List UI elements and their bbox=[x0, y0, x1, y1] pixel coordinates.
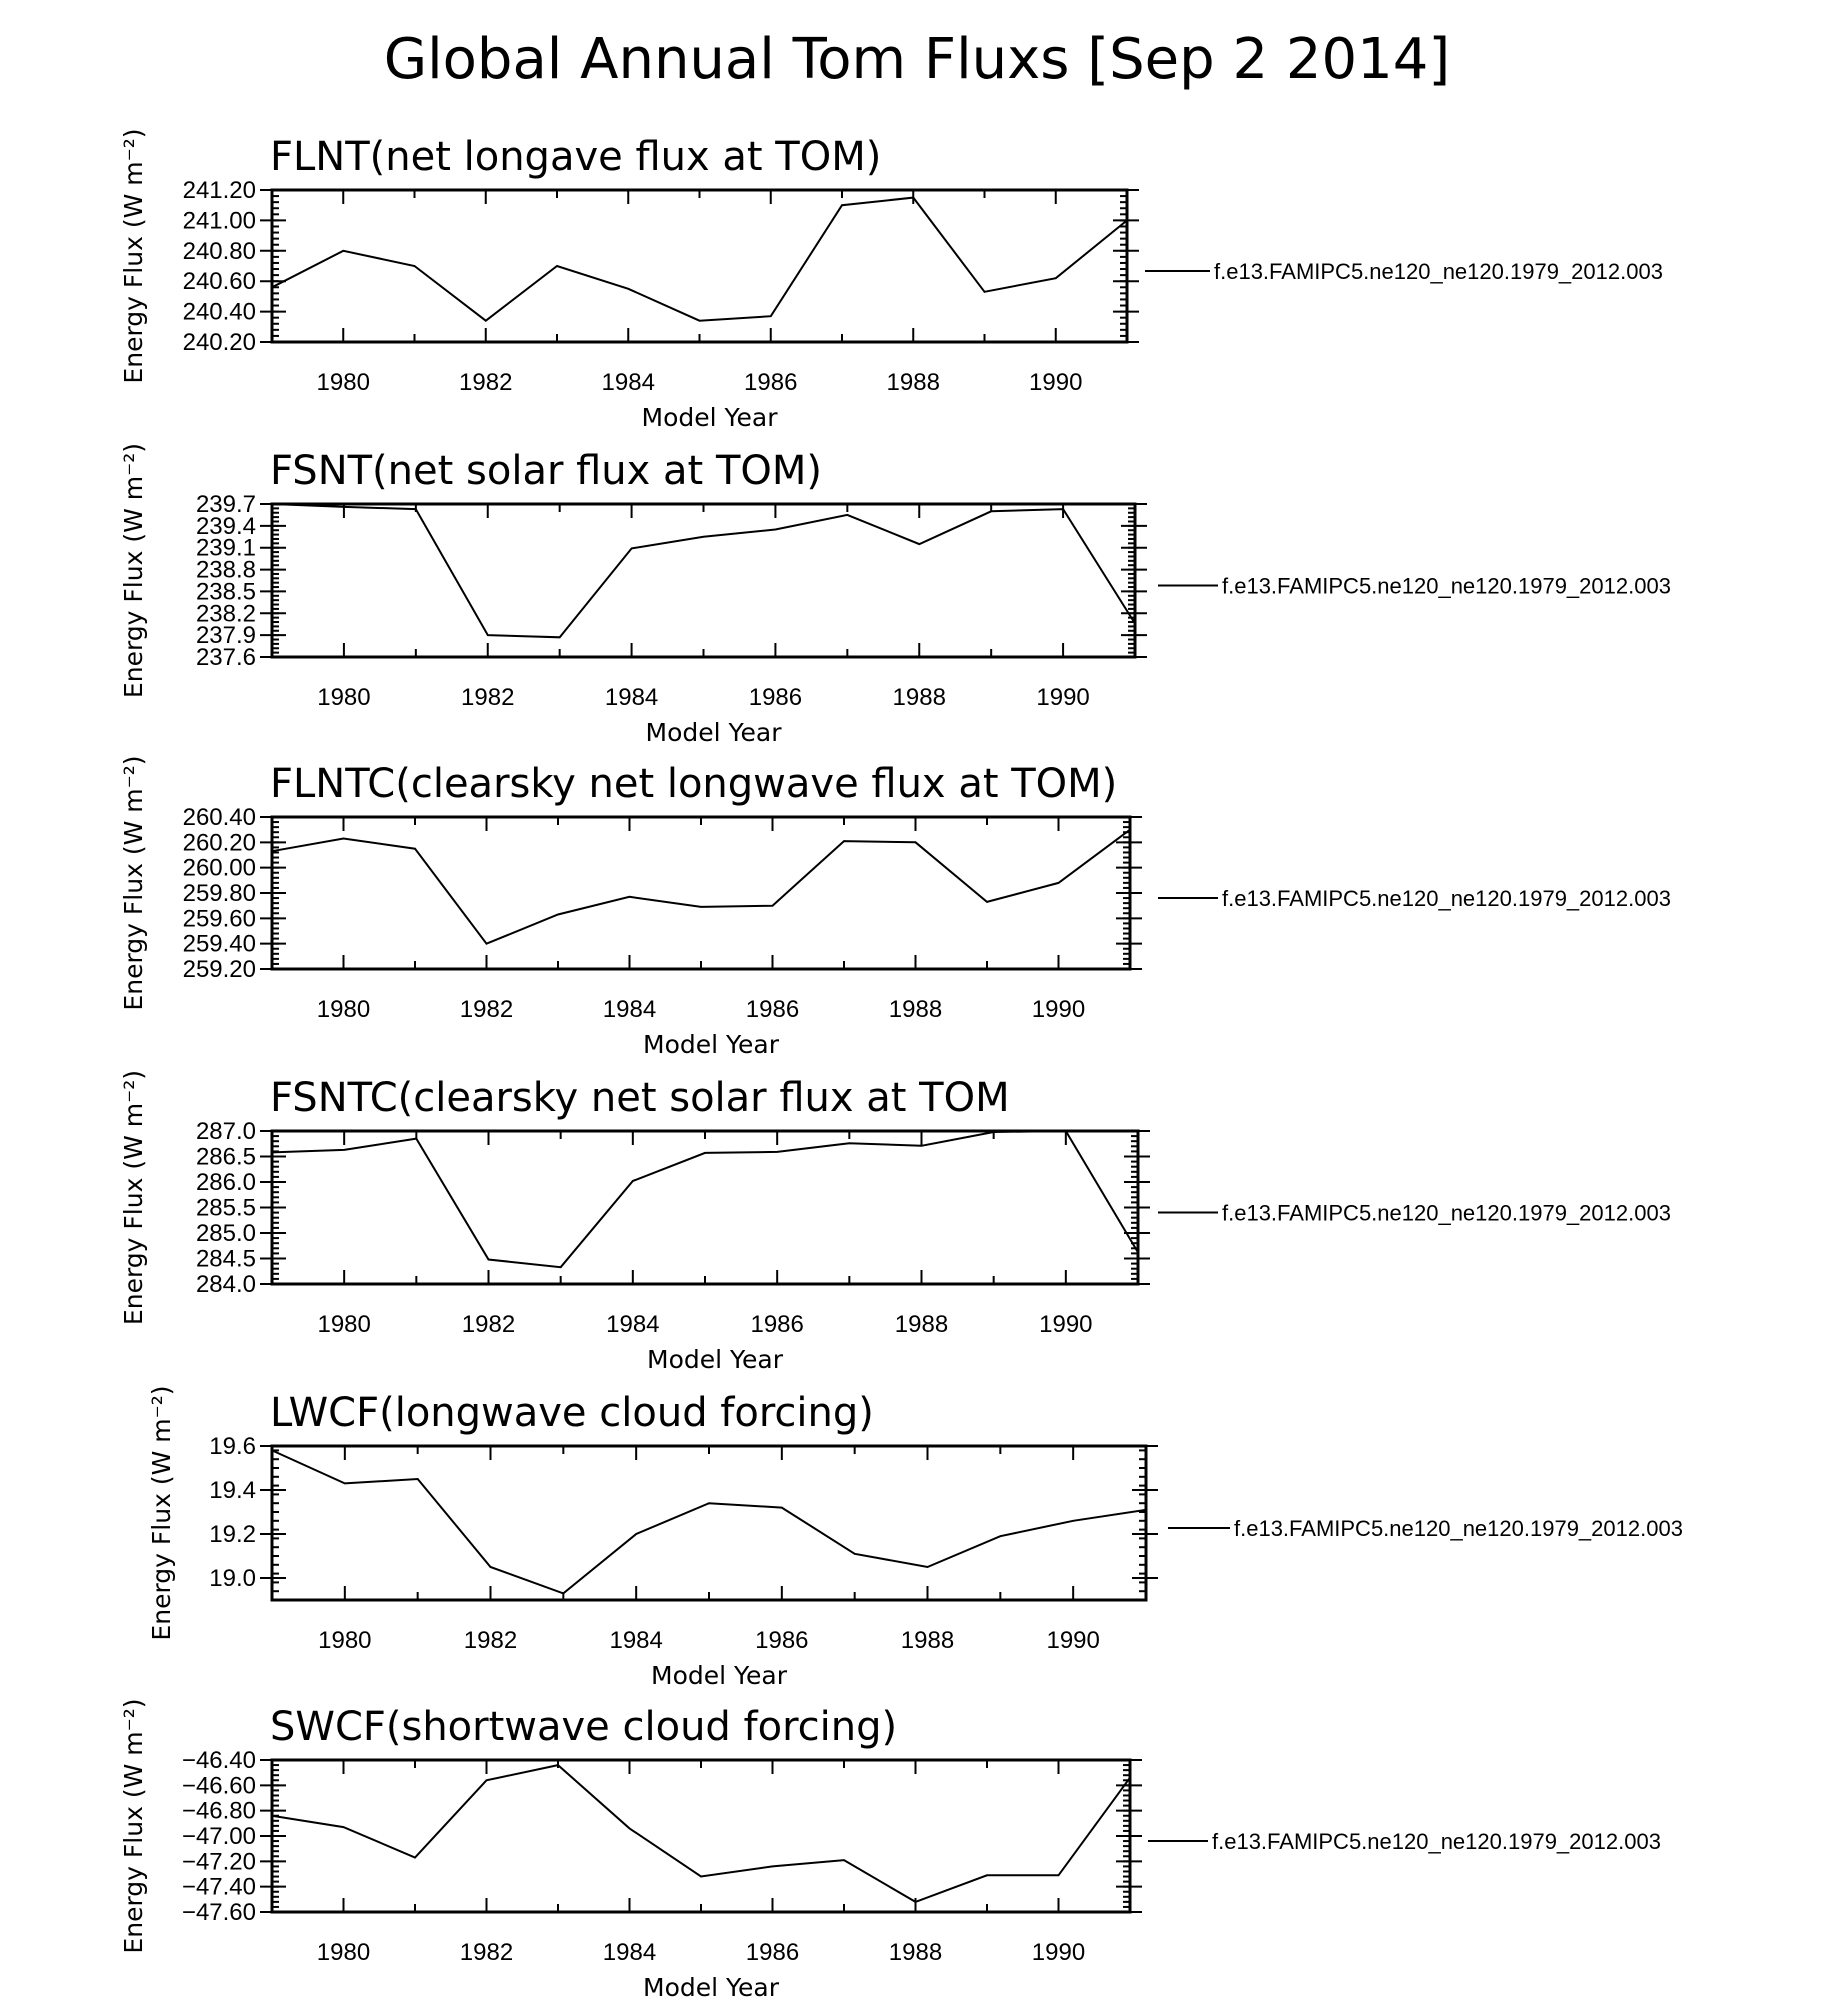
x-tick-label: 1988 bbox=[888, 996, 943, 1023]
data-point bbox=[704, 1152, 706, 1154]
x-tick-label: 1986 bbox=[755, 1627, 809, 1654]
y-tick-label: 19.6 bbox=[209, 1433, 256, 1460]
plot-frame bbox=[272, 817, 1130, 969]
legend-label: f.e13.FAMIPC5.ne120_ne120.1979_2012.003 bbox=[1212, 1829, 1661, 1854]
x-tick-label: 1982 bbox=[461, 1311, 516, 1338]
x-tick-label: 1988 bbox=[888, 1939, 943, 1966]
x-tick-label: 1988 bbox=[886, 369, 940, 396]
y-tick-label: 284.0 bbox=[195, 1271, 256, 1298]
y-tick-label: 19.4 bbox=[209, 1477, 256, 1504]
x-tick-label: 1990 bbox=[1029, 369, 1083, 396]
y-tick-label: 285.5 bbox=[195, 1194, 256, 1222]
data-point bbox=[854, 1553, 856, 1555]
panel-6 bbox=[119, 1698, 1661, 2000]
x-tick-label: 1980 bbox=[317, 684, 371, 711]
x-tick-label: 1990 bbox=[1039, 1311, 1093, 1338]
legend-label: f.e13.FAMIPC5.ne120_ne120.1979_2012.003 bbox=[1222, 573, 1671, 599]
x-axis-label: Model Year bbox=[645, 718, 782, 747]
data-point bbox=[1129, 1777, 1131, 1779]
y-tick-label: 284.5 bbox=[195, 1245, 256, 1273]
panel-title: FLNTC(clearsky net longwave flux at TOM) bbox=[270, 761, 1118, 807]
legend-label: f.e13.FAMIPC5.ne120_ne120.1979_2012.003 bbox=[1222, 1200, 1671, 1226]
legend-label: f.e13.FAMIPC5.ne120_ne120.1979_2012.003 bbox=[1222, 886, 1671, 911]
x-tick-label: 1990 bbox=[1031, 1939, 1086, 1966]
data-point bbox=[563, 1593, 565, 1595]
y-axis-label: Energy Flux (W m⁻²) bbox=[119, 755, 148, 1011]
panel-2 bbox=[119, 443, 1671, 747]
x-tick-label: 1984 bbox=[604, 684, 659, 711]
data-point bbox=[414, 265, 416, 267]
y-tick-label: 239.7 bbox=[195, 491, 256, 518]
y-tick-label: 238.8 bbox=[195, 556, 256, 584]
data-point bbox=[559, 637, 561, 639]
data-point bbox=[490, 1566, 492, 1568]
plot-frame bbox=[272, 190, 1127, 342]
data-point bbox=[781, 1507, 783, 1509]
y-axis-label: Energy Flux (W m⁻²) bbox=[119, 128, 148, 384]
data-point bbox=[414, 848, 416, 850]
x-tick-label: 1980 bbox=[316, 1939, 371, 1966]
plot-frame bbox=[272, 504, 1135, 657]
y-tick-label: 239.4 bbox=[195, 512, 256, 540]
panel-title: FSNT(net solar flux at TOM) bbox=[270, 448, 822, 494]
x-tick-label: 1990 bbox=[1036, 684, 1090, 711]
x-axis-label: Model Year bbox=[643, 1973, 779, 2000]
data-point bbox=[843, 1859, 845, 1861]
legend-label: f.e13.FAMIPC5.ne120_ne120.1979_2012.003 bbox=[1214, 259, 1663, 284]
data-point bbox=[486, 943, 488, 945]
data-point bbox=[560, 1266, 562, 1268]
x-tick-label: 1990 bbox=[1031, 996, 1086, 1023]
y-tick-label: 240.80 bbox=[182, 237, 256, 265]
y-tick-label: 286.0 bbox=[195, 1169, 256, 1196]
panel-title: SWCF(shortwave cloud forcing) bbox=[270, 1704, 898, 1750]
data-point bbox=[416, 1138, 418, 1140]
data-point bbox=[629, 1828, 631, 1830]
data-point bbox=[700, 906, 702, 908]
data-point bbox=[990, 510, 992, 512]
x-tick-label: 1986 bbox=[744, 369, 798, 396]
x-tick-label: 1986 bbox=[750, 1311, 804, 1338]
panel-3 bbox=[119, 755, 1671, 1059]
data-point bbox=[1000, 1535, 1002, 1537]
data-point bbox=[1058, 1874, 1060, 1876]
data-point bbox=[915, 1901, 917, 1903]
y-tick-label: 237.9 bbox=[195, 622, 256, 650]
data-point bbox=[847, 514, 849, 516]
data-point bbox=[708, 1502, 710, 1504]
figure-title: Global Annual Tom Fluxs [Sep 2 2014] bbox=[383, 27, 1451, 92]
y-tick-label: 259.20 bbox=[182, 956, 256, 983]
legend-label: f.e13.FAMIPC5.ne120_ne120.1979_2012.003 bbox=[1234, 1516, 1683, 1541]
x-tick-label: 1990 bbox=[1046, 1627, 1100, 1654]
x-tick-label: 1980 bbox=[317, 1311, 371, 1338]
data-point bbox=[557, 1764, 559, 1766]
y-tick-label: −46.40 bbox=[181, 1747, 256, 1774]
data-point bbox=[700, 1876, 702, 1878]
data-point bbox=[1145, 1509, 1147, 1511]
x-tick-label: 1986 bbox=[745, 996, 800, 1023]
data-point bbox=[1134, 623, 1136, 625]
data-point bbox=[271, 850, 273, 852]
panel-title: LWCF(longwave cloud forcing) bbox=[270, 1390, 874, 1436]
panel-5 bbox=[147, 1385, 1683, 1690]
data-point bbox=[1129, 829, 1131, 831]
data-point bbox=[986, 901, 988, 903]
data-point bbox=[1126, 220, 1128, 222]
x-tick-label: 1986 bbox=[748, 684, 803, 711]
x-tick-label: 1986 bbox=[745, 1939, 800, 1966]
data-point bbox=[343, 506, 345, 508]
y-tick-label: 285.0 bbox=[195, 1220, 256, 1247]
y-tick-label: −47.20 bbox=[181, 1848, 256, 1876]
data-point bbox=[912, 197, 914, 199]
data-point bbox=[1137, 1252, 1139, 1254]
y-tick-label: 260.00 bbox=[182, 854, 256, 882]
x-tick-label: 1982 bbox=[459, 996, 514, 1023]
x-tick-label: 1988 bbox=[892, 684, 946, 711]
data-point bbox=[843, 840, 845, 842]
data-point bbox=[1065, 1130, 1067, 1132]
data-point bbox=[918, 543, 920, 545]
x-tick-label: 1982 bbox=[459, 369, 513, 396]
data-point bbox=[915, 842, 917, 844]
data-point bbox=[344, 1483, 346, 1485]
data-point bbox=[984, 291, 986, 293]
data-point bbox=[775, 529, 777, 531]
x-tick-label: 1984 bbox=[601, 369, 655, 396]
y-tick-label: −46.80 bbox=[181, 1797, 256, 1825]
y-axis-label: Energy Flux (W m⁻²) bbox=[119, 442, 148, 699]
series-line bbox=[272, 1450, 1146, 1593]
y-tick-label: 241.00 bbox=[182, 207, 256, 235]
data-point bbox=[1055, 277, 1057, 279]
plot-frame bbox=[272, 1760, 1130, 1912]
data-point bbox=[699, 320, 701, 322]
x-tick-label: 1988 bbox=[900, 1627, 955, 1654]
data-point bbox=[271, 286, 273, 288]
y-axis-label: Energy Flux (W m⁻²) bbox=[119, 1698, 148, 1954]
data-point bbox=[343, 838, 345, 840]
y-tick-label: −47.60 bbox=[181, 1899, 256, 1926]
data-point bbox=[921, 1145, 923, 1147]
y-tick-label: 259.80 bbox=[182, 880, 256, 907]
series-line bbox=[272, 198, 1127, 321]
data-point bbox=[770, 315, 772, 317]
series-line bbox=[272, 504, 1135, 637]
y-axis-label: Energy Flux (W m⁻²) bbox=[147, 1385, 176, 1641]
panel-title: FSNTC(clearsky net solar flux at TOM bbox=[270, 1075, 1010, 1121]
panel-title: FLNT(net longave flux at TOM) bbox=[270, 134, 882, 180]
data-point bbox=[343, 1149, 345, 1151]
data-point bbox=[849, 1142, 851, 1144]
x-tick-label: 1984 bbox=[602, 996, 657, 1023]
y-tick-label: 241.20 bbox=[182, 177, 256, 204]
x-axis-label: Model Year bbox=[651, 1661, 787, 1690]
x-tick-label: 1982 bbox=[459, 1939, 514, 1966]
series-line bbox=[272, 830, 1130, 944]
data-point bbox=[776, 1151, 778, 1153]
data-point bbox=[632, 1180, 634, 1182]
data-point bbox=[927, 1566, 929, 1568]
data-point bbox=[631, 548, 633, 550]
data-point bbox=[635, 1533, 637, 1535]
data-point bbox=[485, 320, 487, 322]
x-axis-label: Model Year bbox=[641, 403, 778, 432]
y-tick-label: 239.1 bbox=[195, 534, 256, 562]
data-point bbox=[486, 1779, 488, 1781]
series-line bbox=[272, 1765, 1130, 1902]
data-point bbox=[271, 1815, 273, 1817]
plot-frame bbox=[272, 1446, 1146, 1600]
data-point bbox=[986, 1874, 988, 1876]
panel-1 bbox=[119, 128, 1663, 432]
x-tick-label: 1984 bbox=[609, 1627, 663, 1654]
y-axis-label: Energy Flux (W m⁻²) bbox=[119, 1069, 148, 1326]
y-tick-label: 260.20 bbox=[182, 829, 256, 857]
data-point bbox=[343, 1826, 345, 1828]
y-tick-label: 19.0 bbox=[209, 1565, 256, 1592]
data-point bbox=[1072, 1520, 1074, 1522]
y-tick-label: 260.40 bbox=[182, 804, 256, 831]
data-point bbox=[841, 204, 843, 206]
data-point bbox=[557, 914, 559, 916]
y-tick-label: −47.00 bbox=[181, 1823, 256, 1850]
data-point bbox=[1058, 882, 1060, 884]
panel-4 bbox=[119, 1070, 1671, 1374]
x-tick-label: 1980 bbox=[316, 369, 370, 396]
y-tick-label: 240.20 bbox=[182, 329, 256, 356]
y-tick-label: 240.40 bbox=[182, 298, 256, 326]
x-axis-label: Model Year bbox=[643, 1030, 779, 1059]
x-axis-label: Model Year bbox=[647, 1345, 783, 1374]
data-point bbox=[772, 905, 774, 907]
y-tick-label: 240.60 bbox=[182, 268, 256, 296]
x-tick-label: 1984 bbox=[602, 1939, 657, 1966]
x-tick-label: 1980 bbox=[318, 1627, 372, 1654]
y-tick-label: 259.40 bbox=[182, 930, 256, 958]
data-point bbox=[271, 503, 273, 505]
data-point bbox=[487, 634, 489, 636]
data-point bbox=[414, 1857, 416, 1859]
data-point bbox=[1062, 508, 1064, 510]
data-point bbox=[772, 1866, 774, 1868]
data-point bbox=[993, 1131, 995, 1133]
data-point bbox=[488, 1259, 490, 1261]
y-tick-label: 286.5 bbox=[195, 1143, 256, 1171]
data-point bbox=[417, 1478, 419, 1480]
y-tick-label: −47.40 bbox=[181, 1873, 256, 1901]
x-tick-label: 1982 bbox=[463, 1627, 518, 1654]
data-point bbox=[629, 896, 631, 898]
x-tick-label: 1988 bbox=[894, 1311, 949, 1338]
x-tick-label: 1980 bbox=[316, 996, 371, 1023]
y-tick-label: 237.6 bbox=[195, 644, 256, 671]
data-point bbox=[271, 1450, 273, 1452]
y-tick-label: 238.2 bbox=[195, 600, 256, 628]
x-tick-label: 1984 bbox=[606, 1311, 660, 1338]
x-tick-label: 1982 bbox=[461, 684, 515, 711]
y-tick-label: 238.5 bbox=[195, 578, 256, 606]
data-point bbox=[627, 288, 629, 290]
y-tick-label: −46.60 bbox=[181, 1772, 256, 1800]
data-point bbox=[556, 265, 558, 267]
y-tick-label: 19.2 bbox=[209, 1521, 256, 1548]
data-point bbox=[342, 250, 344, 252]
series-line bbox=[272, 1131, 1138, 1267]
data-point bbox=[271, 1152, 273, 1154]
data-point bbox=[415, 508, 417, 510]
y-tick-label: 287.0 bbox=[195, 1118, 256, 1145]
data-point bbox=[703, 536, 705, 538]
y-tick-label: 259.60 bbox=[182, 905, 256, 933]
